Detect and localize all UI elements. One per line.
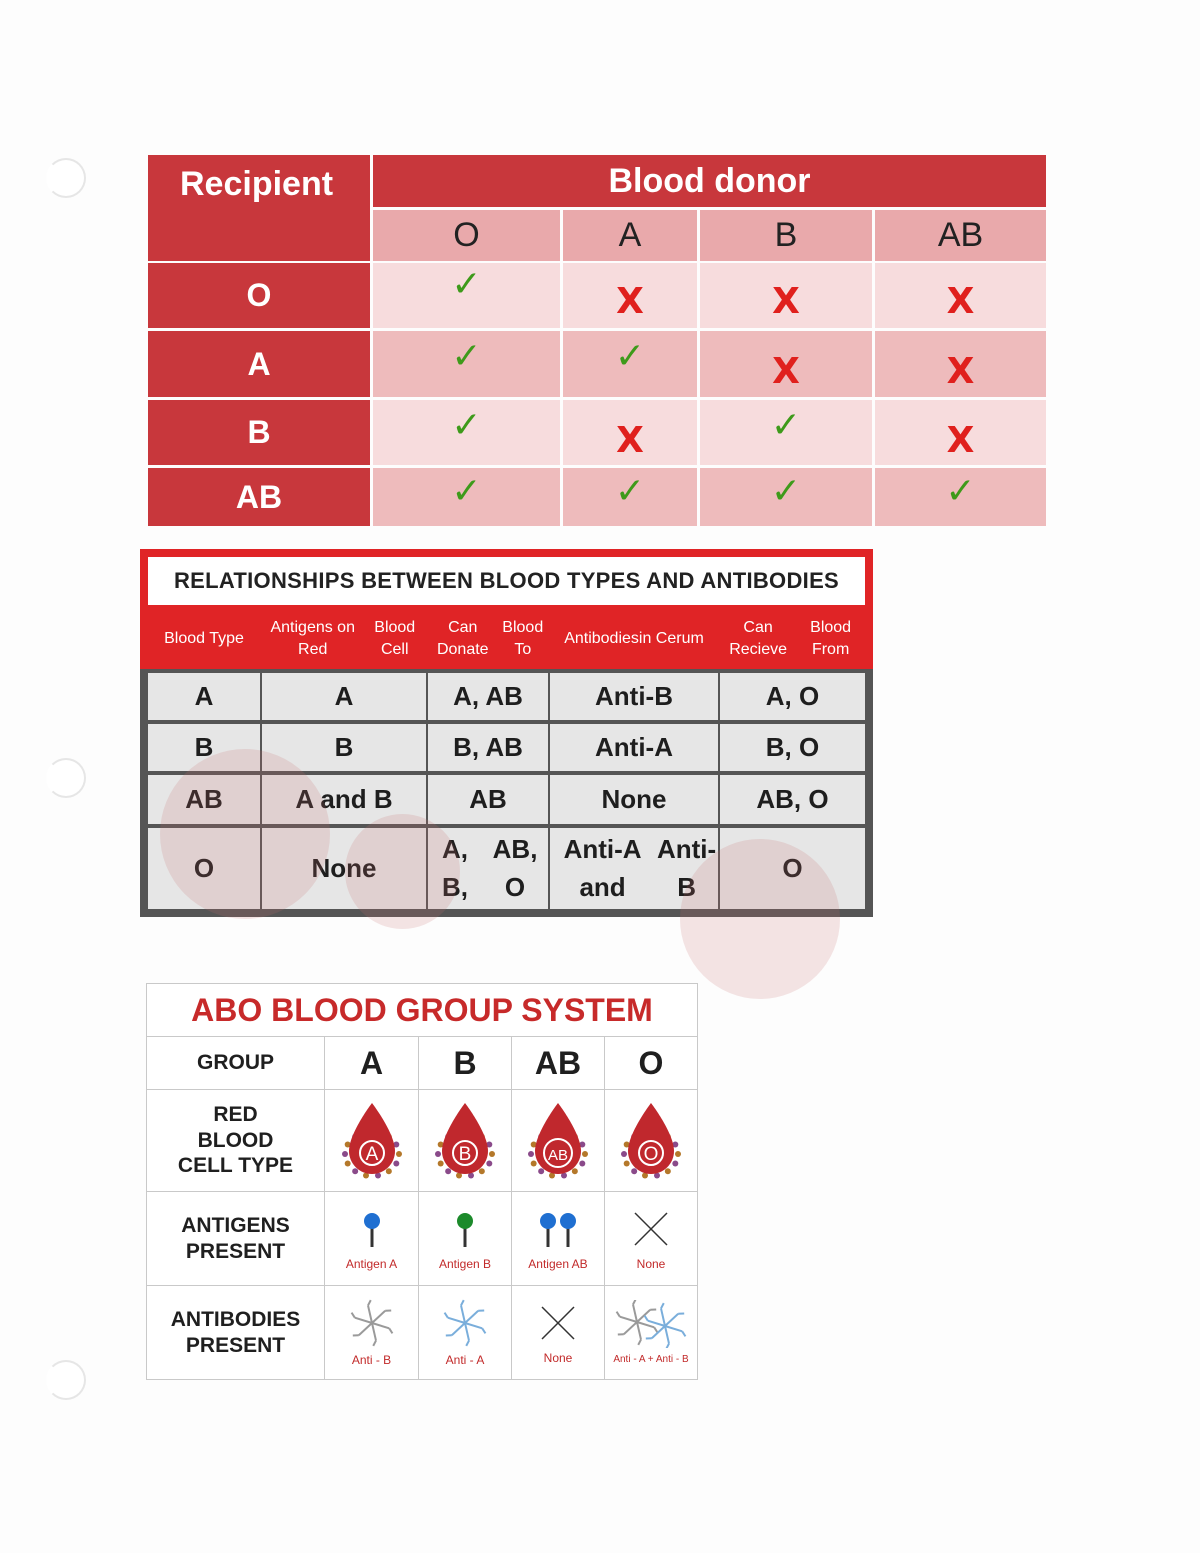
cross-out-icon <box>629 1207 673 1251</box>
relationships-cell <box>262 673 426 720</box>
relationships-header-cell <box>262 611 426 667</box>
blood-drop-icon <box>430 1099 500 1183</box>
cell-line: AB, O <box>756 783 829 814</box>
donor-type-o: O <box>373 210 560 261</box>
antibody-caption: Anti - B <box>351 1352 392 1367</box>
compat-cell <box>700 331 872 397</box>
cell-line: B <box>334 731 354 762</box>
header-line: Blood From <box>810 618 852 658</box>
cell-line: B <box>194 731 214 762</box>
antigen-a-cell <box>324 1191 419 1286</box>
check-mark-icon: ✓ <box>614 335 646 376</box>
antibody-icon <box>609 1300 693 1348</box>
relationships-title: RELATIONSHIPS BETWEEN BLOOD TYPES AND ANTIBODIES <box>148 557 865 605</box>
rbc-ab-cell <box>511 1089 605 1192</box>
antibodies-label <box>171 1307 301 1358</box>
antigen-blue-icon <box>342 1207 402 1251</box>
antigen-ab-cell <box>511 1191 605 1286</box>
compat-cell <box>373 400 560 465</box>
abo-title-cell <box>146 983 698 1037</box>
relationships-cell <box>428 724 548 771</box>
donor-type-ab: AB <box>875 210 1046 261</box>
cross-out-icon <box>536 1301 580 1345</box>
compat-cell <box>700 263 872 328</box>
cell-line: AB <box>185 783 223 814</box>
antigen-caption: Antigen B <box>438 1256 492 1271</box>
cell-line: A <box>194 680 214 711</box>
relationships-cell <box>550 828 718 909</box>
cell-line: AB <box>469 783 507 814</box>
recipient-header: Recipient <box>148 155 370 261</box>
binder-hole-top <box>46 158 86 198</box>
compat-cell <box>700 468 872 526</box>
group-name: B <box>453 1044 477 1081</box>
antigen-blue-icon <box>528 1207 588 1251</box>
label-line: CELL TYPE <box>177 1154 294 1178</box>
relationships-cell <box>720 673 865 720</box>
relationships-header-cell <box>550 611 718 667</box>
compat-cell <box>875 400 1046 465</box>
cell-line: B, O <box>765 731 820 762</box>
antigens-label-cell <box>146 1191 325 1286</box>
cross-mark-icon: X <box>772 280 800 322</box>
group-name: AB <box>534 1044 582 1081</box>
check-mark-icon: ✓ <box>770 470 802 511</box>
antigen-caption: Antigen A <box>345 1256 398 1271</box>
antigens-label <box>181 1213 290 1264</box>
cross-mark-icon: X <box>616 419 644 461</box>
check-mark-icon: ✓ <box>451 262 482 304</box>
rbc-label <box>178 1102 293 1179</box>
label-line: ANTIGENS <box>181 1213 290 1237</box>
antibody-a-cell <box>324 1285 419 1380</box>
recipient-o: O <box>148 263 370 328</box>
blood-donor-header: Blood donor <box>373 155 1046 207</box>
recipient-a: A <box>148 331 370 397</box>
relationships-header-cell <box>428 611 548 667</box>
label-line: RED <box>213 1103 258 1127</box>
antibody-ab-cell <box>511 1285 605 1380</box>
compat-cell <box>700 400 872 465</box>
rbc-o-cell <box>604 1089 698 1192</box>
cell-line: None <box>311 852 377 883</box>
antibody-caption: None <box>543 1350 573 1365</box>
cross-mark-icon: X <box>946 280 975 322</box>
relationships-cell <box>550 724 718 771</box>
cell-line: A, AB <box>453 680 523 711</box>
group-label <box>197 1050 274 1076</box>
header-line: Blood To <box>502 618 544 658</box>
svg-text:A: A <box>365 1143 378 1165</box>
cross-mark-icon: X <box>946 351 975 392</box>
check-mark-icon: ✓ <box>451 470 482 511</box>
cell-line: Anti-B <box>656 833 717 902</box>
relationships-cell <box>148 775 260 824</box>
header-line: Can Recieve <box>729 618 787 658</box>
relationships-cell <box>550 673 718 720</box>
cell-line: AB, O <box>492 833 538 902</box>
group-a-header <box>324 1036 419 1090</box>
rbc-b-cell <box>418 1089 512 1192</box>
group-ab-header <box>511 1036 605 1090</box>
cell-line: A, B, <box>442 833 469 902</box>
compat-cell <box>563 468 697 526</box>
compat-cell <box>875 263 1046 328</box>
antibody-icon <box>423 1299 507 1347</box>
cross-mark-icon: X <box>772 351 800 392</box>
relationships-cell <box>550 775 718 824</box>
compat-cell <box>875 331 1046 397</box>
cell-line: O <box>193 852 215 883</box>
svg-text:O: O <box>643 1143 659 1165</box>
antibody-b-cell <box>418 1285 512 1380</box>
rbc-a-cell <box>324 1089 419 1192</box>
group-b-header <box>418 1036 512 1090</box>
relationships-cell <box>148 724 260 771</box>
compat-cell <box>875 468 1046 526</box>
antigen-caption: Antigen AB <box>528 1256 588 1271</box>
cell-line: Anti-B <box>595 680 673 711</box>
cross-mark-icon: X <box>616 280 644 322</box>
label-line: BLOOD <box>197 1128 274 1152</box>
abo-title: ABO BLOOD GROUP SYSTEM <box>191 991 653 1028</box>
relationships-body <box>140 669 873 917</box>
relationships-cell <box>428 828 548 909</box>
compat-cell <box>563 400 697 465</box>
recipient-ab: AB <box>148 468 370 526</box>
cell-line: B, AB <box>453 731 523 762</box>
svg-text:B: B <box>458 1143 472 1165</box>
relationships-table <box>140 549 873 917</box>
label-line: PRESENT <box>185 1239 286 1263</box>
antibodies-label-cell <box>146 1285 325 1380</box>
cell-line: O <box>782 852 803 883</box>
relationships-cell <box>262 775 426 824</box>
rbc-label-cell <box>146 1089 325 1192</box>
check-mark-icon: ✓ <box>451 403 482 445</box>
compat-cell <box>373 331 560 397</box>
svg-text:AB: AB <box>547 1146 569 1164</box>
check-mark-icon: ✓ <box>945 470 976 511</box>
header-line: Blood Cell <box>374 618 416 658</box>
antigen-b-cell <box>418 1191 512 1286</box>
cell-line: A and B <box>295 783 393 814</box>
check-mark-icon: ✓ <box>770 403 802 445</box>
antibody-caption: Anti - A + Anti - B <box>613 1354 689 1365</box>
compat-cell <box>373 468 560 526</box>
donor-type-a: A <box>563 210 697 261</box>
blood-drop-icon <box>337 1099 407 1183</box>
header-line: Antigens on Red <box>270 618 355 658</box>
antigen-o-cell <box>604 1191 698 1286</box>
label-line: PRESENT <box>185 1333 286 1357</box>
relationships-cell <box>428 673 548 720</box>
compat-cell <box>563 331 697 397</box>
cell-line: Anti-A <box>595 731 673 762</box>
abo-system-table <box>146 983 698 1380</box>
relationships-cell <box>720 724 865 771</box>
relationships-header-cell <box>148 611 260 667</box>
relationships-cell <box>262 724 426 771</box>
binder-hole-bottom <box>46 1360 86 1400</box>
antigen-green-icon <box>435 1207 495 1251</box>
relationships-cell <box>720 828 865 909</box>
relationships-cell <box>148 673 260 720</box>
compat-cell <box>563 263 697 328</box>
relationships-cell <box>262 828 426 909</box>
donor-type-b: B <box>700 210 872 261</box>
header-line: Blood Type <box>164 629 244 647</box>
compatibility-table <box>148 155 1046 526</box>
label-line: GROUP <box>196 1051 274 1075</box>
label-line: ANTIBODIES <box>170 1307 301 1331</box>
antibody-icon <box>330 1299 414 1347</box>
group-label-cell <box>146 1036 325 1090</box>
binder-hole-middle <box>46 758 86 798</box>
cell-line: A <box>334 680 354 711</box>
relationships-cell <box>720 775 865 824</box>
check-mark-icon: ✓ <box>451 335 482 376</box>
relationships-header-cell <box>720 611 865 667</box>
antigen-caption: None <box>636 1256 666 1271</box>
cell-line: None <box>601 783 667 814</box>
relationships-cell <box>148 828 260 909</box>
antibody-caption: Anti - A <box>445 1352 485 1367</box>
recipient-b: B <box>148 400 370 465</box>
group-o-header <box>604 1036 698 1090</box>
antibody-o-cell <box>604 1285 698 1380</box>
header-line: Antibodies <box>564 629 639 647</box>
cell-line: Anti-A and <box>563 833 642 902</box>
group-name: O <box>638 1044 664 1081</box>
blood-drop-icon <box>616 1099 686 1183</box>
header-line: in Cerum <box>638 629 704 647</box>
group-name: A <box>359 1044 384 1081</box>
relationships-cell <box>428 775 548 824</box>
cross-mark-icon: X <box>946 419 975 461</box>
blood-drop-icon <box>523 1099 593 1183</box>
cell-line: A, O <box>765 680 820 711</box>
check-mark-icon: ✓ <box>614 470 646 511</box>
compat-cell <box>373 263 560 328</box>
header-line: Can Donate <box>436 618 489 658</box>
